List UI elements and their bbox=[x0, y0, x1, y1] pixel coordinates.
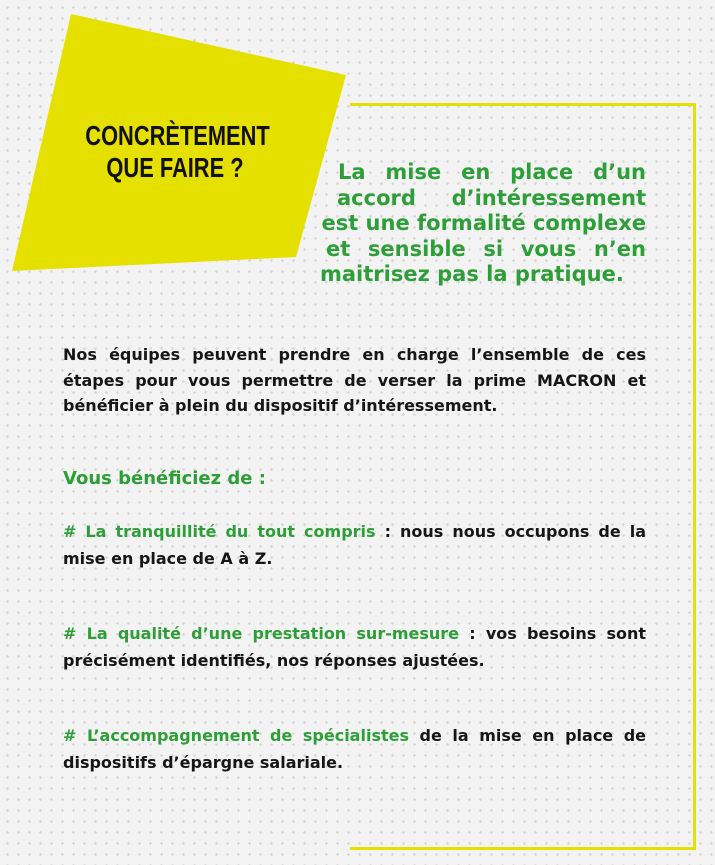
heading-line-1: CONCRÈTEMENT bbox=[85, 120, 270, 151]
benefit-highlight: # L’accompagnement de spécialistes bbox=[63, 726, 409, 745]
body-line: Nos équipes peuvent prendre en charge l’ensemble de ces bbox=[63, 345, 646, 364]
benefit-text: de la mise en place de bbox=[409, 726, 647, 745]
benefit-line bbox=[63, 722, 646, 749]
benefit-line-2: précisément identifiés, nos réponses ajustées. bbox=[63, 651, 485, 670]
benefit-item bbox=[63, 620, 646, 674]
benefit-highlight: # La qualité d’une prestation sur-mesure bbox=[63, 624, 460, 643]
intro-line: maitrisez pas la pratique. bbox=[320, 262, 624, 286]
section-heading bbox=[85, 120, 270, 184]
benefit-line-2: mise en place de A à Z. bbox=[63, 549, 273, 568]
benefit-text: : vos besoins sont bbox=[459, 624, 646, 643]
intro-line: et sensible si vous n’en bbox=[326, 236, 646, 261]
intro-line: accord d’intéressement bbox=[337, 185, 646, 210]
benefit-highlight: # La tranquillité du tout compris bbox=[63, 522, 376, 541]
intro-text bbox=[320, 160, 646, 288]
intro-line: est une formalité complexe bbox=[321, 211, 646, 235]
benefit-text: : nous nous occupons de la bbox=[375, 522, 647, 541]
body-line: étapes pour vous permettre de verser la prime MACRON et bbox=[63, 370, 646, 390]
benefit-line-2: dispositifs d’épargne salariale. bbox=[63, 753, 344, 772]
benefit-line bbox=[63, 518, 646, 545]
body-paragraph bbox=[63, 342, 646, 419]
heading-line-2: QUE FAIRE ? bbox=[106, 152, 244, 183]
benefit-item bbox=[63, 722, 646, 776]
intro-line: La mise en place d’un bbox=[338, 160, 646, 184]
benefits-title: Vous bénéficiez de : bbox=[63, 468, 266, 489]
benefit-item bbox=[63, 518, 646, 572]
body-line: bénéficier à plein du dispositif d’intéressement. bbox=[63, 396, 498, 415]
benefit-line bbox=[63, 620, 646, 647]
